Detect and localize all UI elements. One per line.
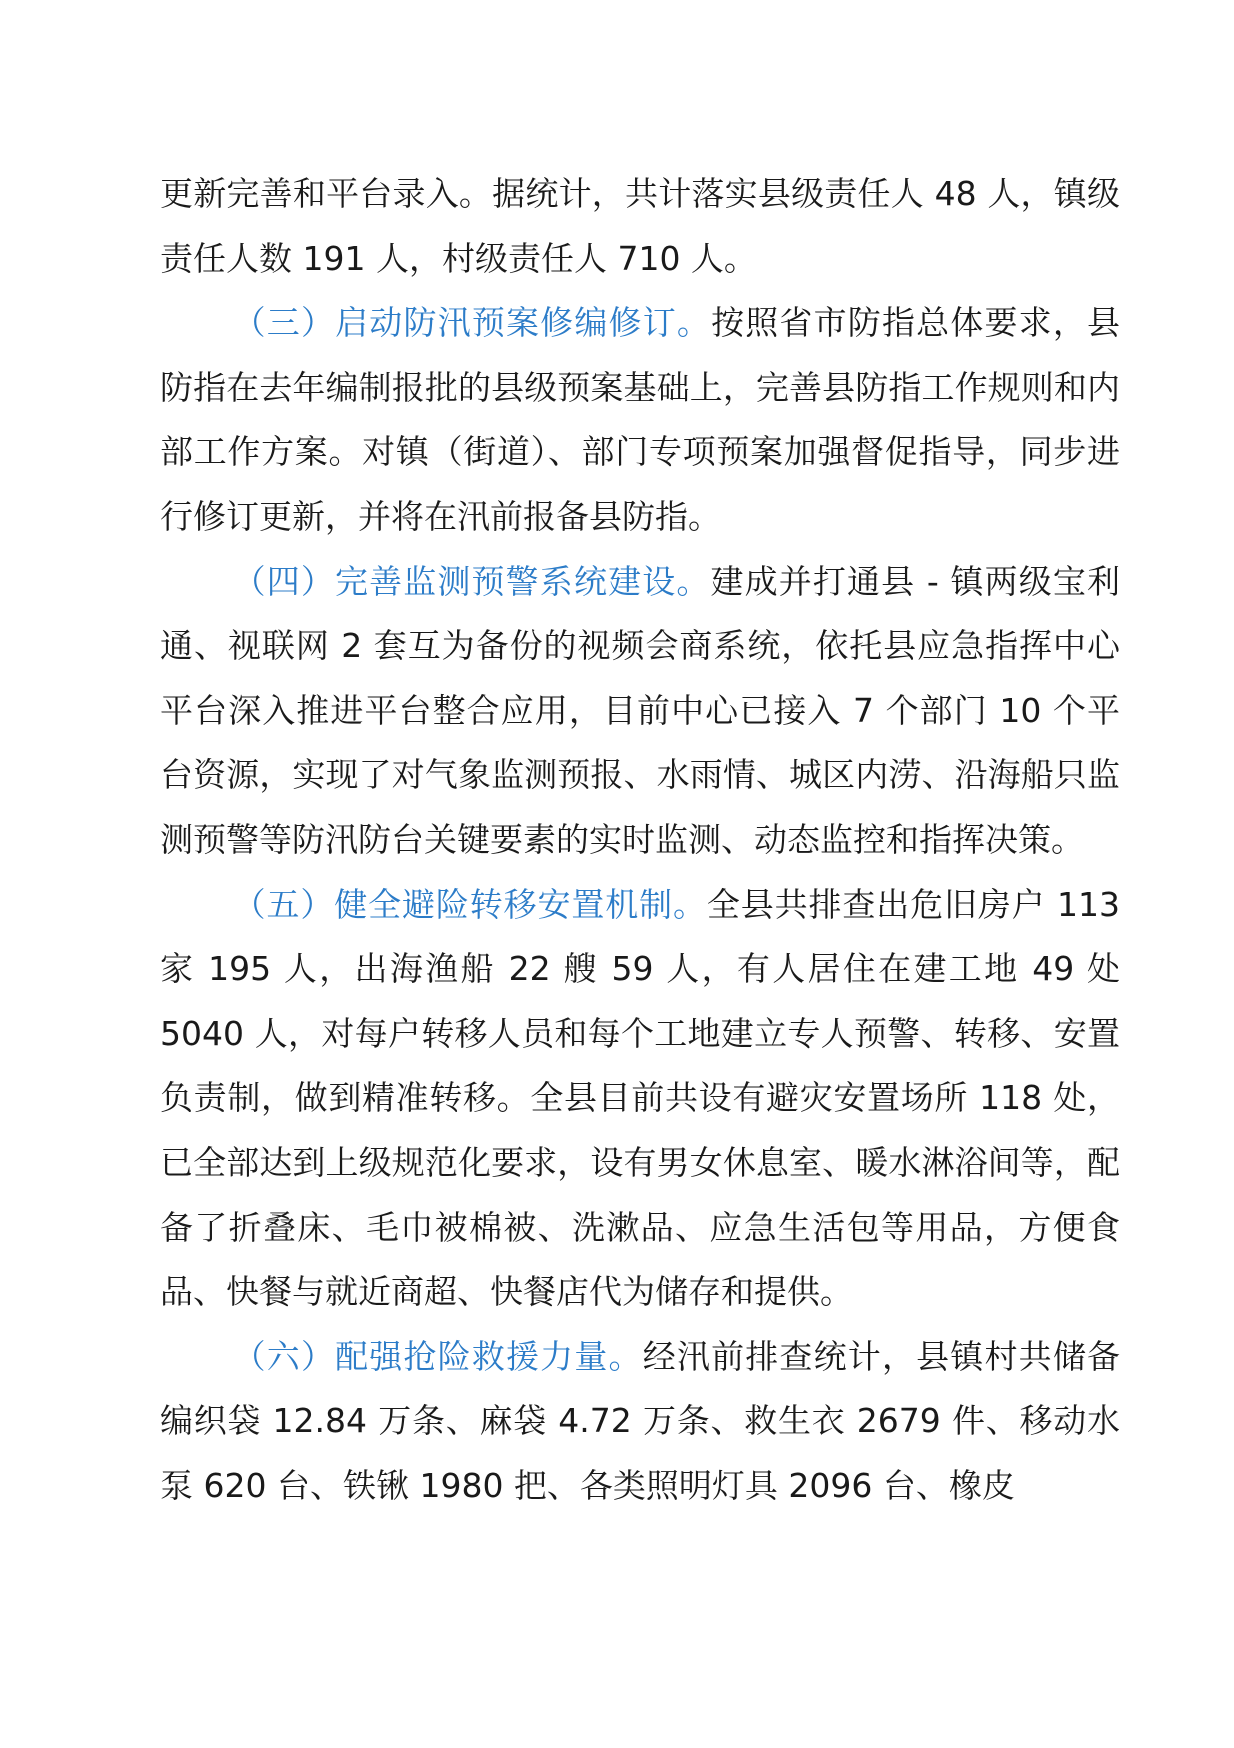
paragraph-section-4 xyxy=(160,550,1120,873)
paragraph-continued xyxy=(160,162,1120,291)
paragraph-text: 全县共排查出危旧房户 113 家 195 人，出海渔船 22 艘 59 人，有人居住在建工地 49 处 5040 人，对每户转移人员和每个工地建立专人预警、转移、安置负责制，做到精准转移。全县目前共设有避灾安置场所 118 处，已全部达到上级规范化要求，设有男女休息室、暖水淋浴间等，配备了折叠床、毛巾被棉被、洗漱品、应急生活包等用品，方便食品、快餐与就近商超、快餐店代为储存和提供。 xyxy=(160,884,1120,1312)
document-body xyxy=(160,162,1120,1518)
paragraph-section-3 xyxy=(160,291,1120,549)
paragraph-section-6 xyxy=(160,1325,1120,1519)
section-heading: （五）健全避险转移安置机制。 xyxy=(232,884,707,924)
paragraph-text: 建成并打通县 - 镇两级宝利通、视联网 2 套互为备份的视频会商系统，依托县应急指挥中心平台深入推进平台整合应用，目前中心已接入 7 个部门 10 个平台资源，实现了对气象监测预报、水雨情、城区内涝、沿海船只监测预警等防汛防台关键要素的实时监测、动态监控和指挥决策。 xyxy=(160,561,1121,859)
paragraph-text: 更新完善和平台录入。据统计，共计落实县级责任人 48 人，镇级责任人数 191 人，村级责任人 710 人。 xyxy=(160,174,1120,278)
section-heading: （六）配强抢险救援力量。 xyxy=(232,1336,643,1376)
section-heading: （三）启动防汛预案修编修订。 xyxy=(232,303,712,343)
paragraph-section-5 xyxy=(160,873,1120,1325)
paragraph-text: 经汛前排查统计，县镇村共储备编织袋 12.84 万条、麻袋 4.72 万条、救生衣 2679 件、移动水泵 620 台、铁锹 1980 把、各类照明灯具 2096 台、橡皮 xyxy=(160,1336,1121,1505)
section-heading: （四）完善监测预警系统建设。 xyxy=(232,561,711,601)
paragraph-text: 按照省市防指总体要求，县防指在去年编制报批的县级预案基础上，完善县防指工作规则和内部工作方案。对镇（街道）、部门专项预案加强督促指导，同步进行修订更新，并将在汛前报备县防指。 xyxy=(160,303,1121,536)
